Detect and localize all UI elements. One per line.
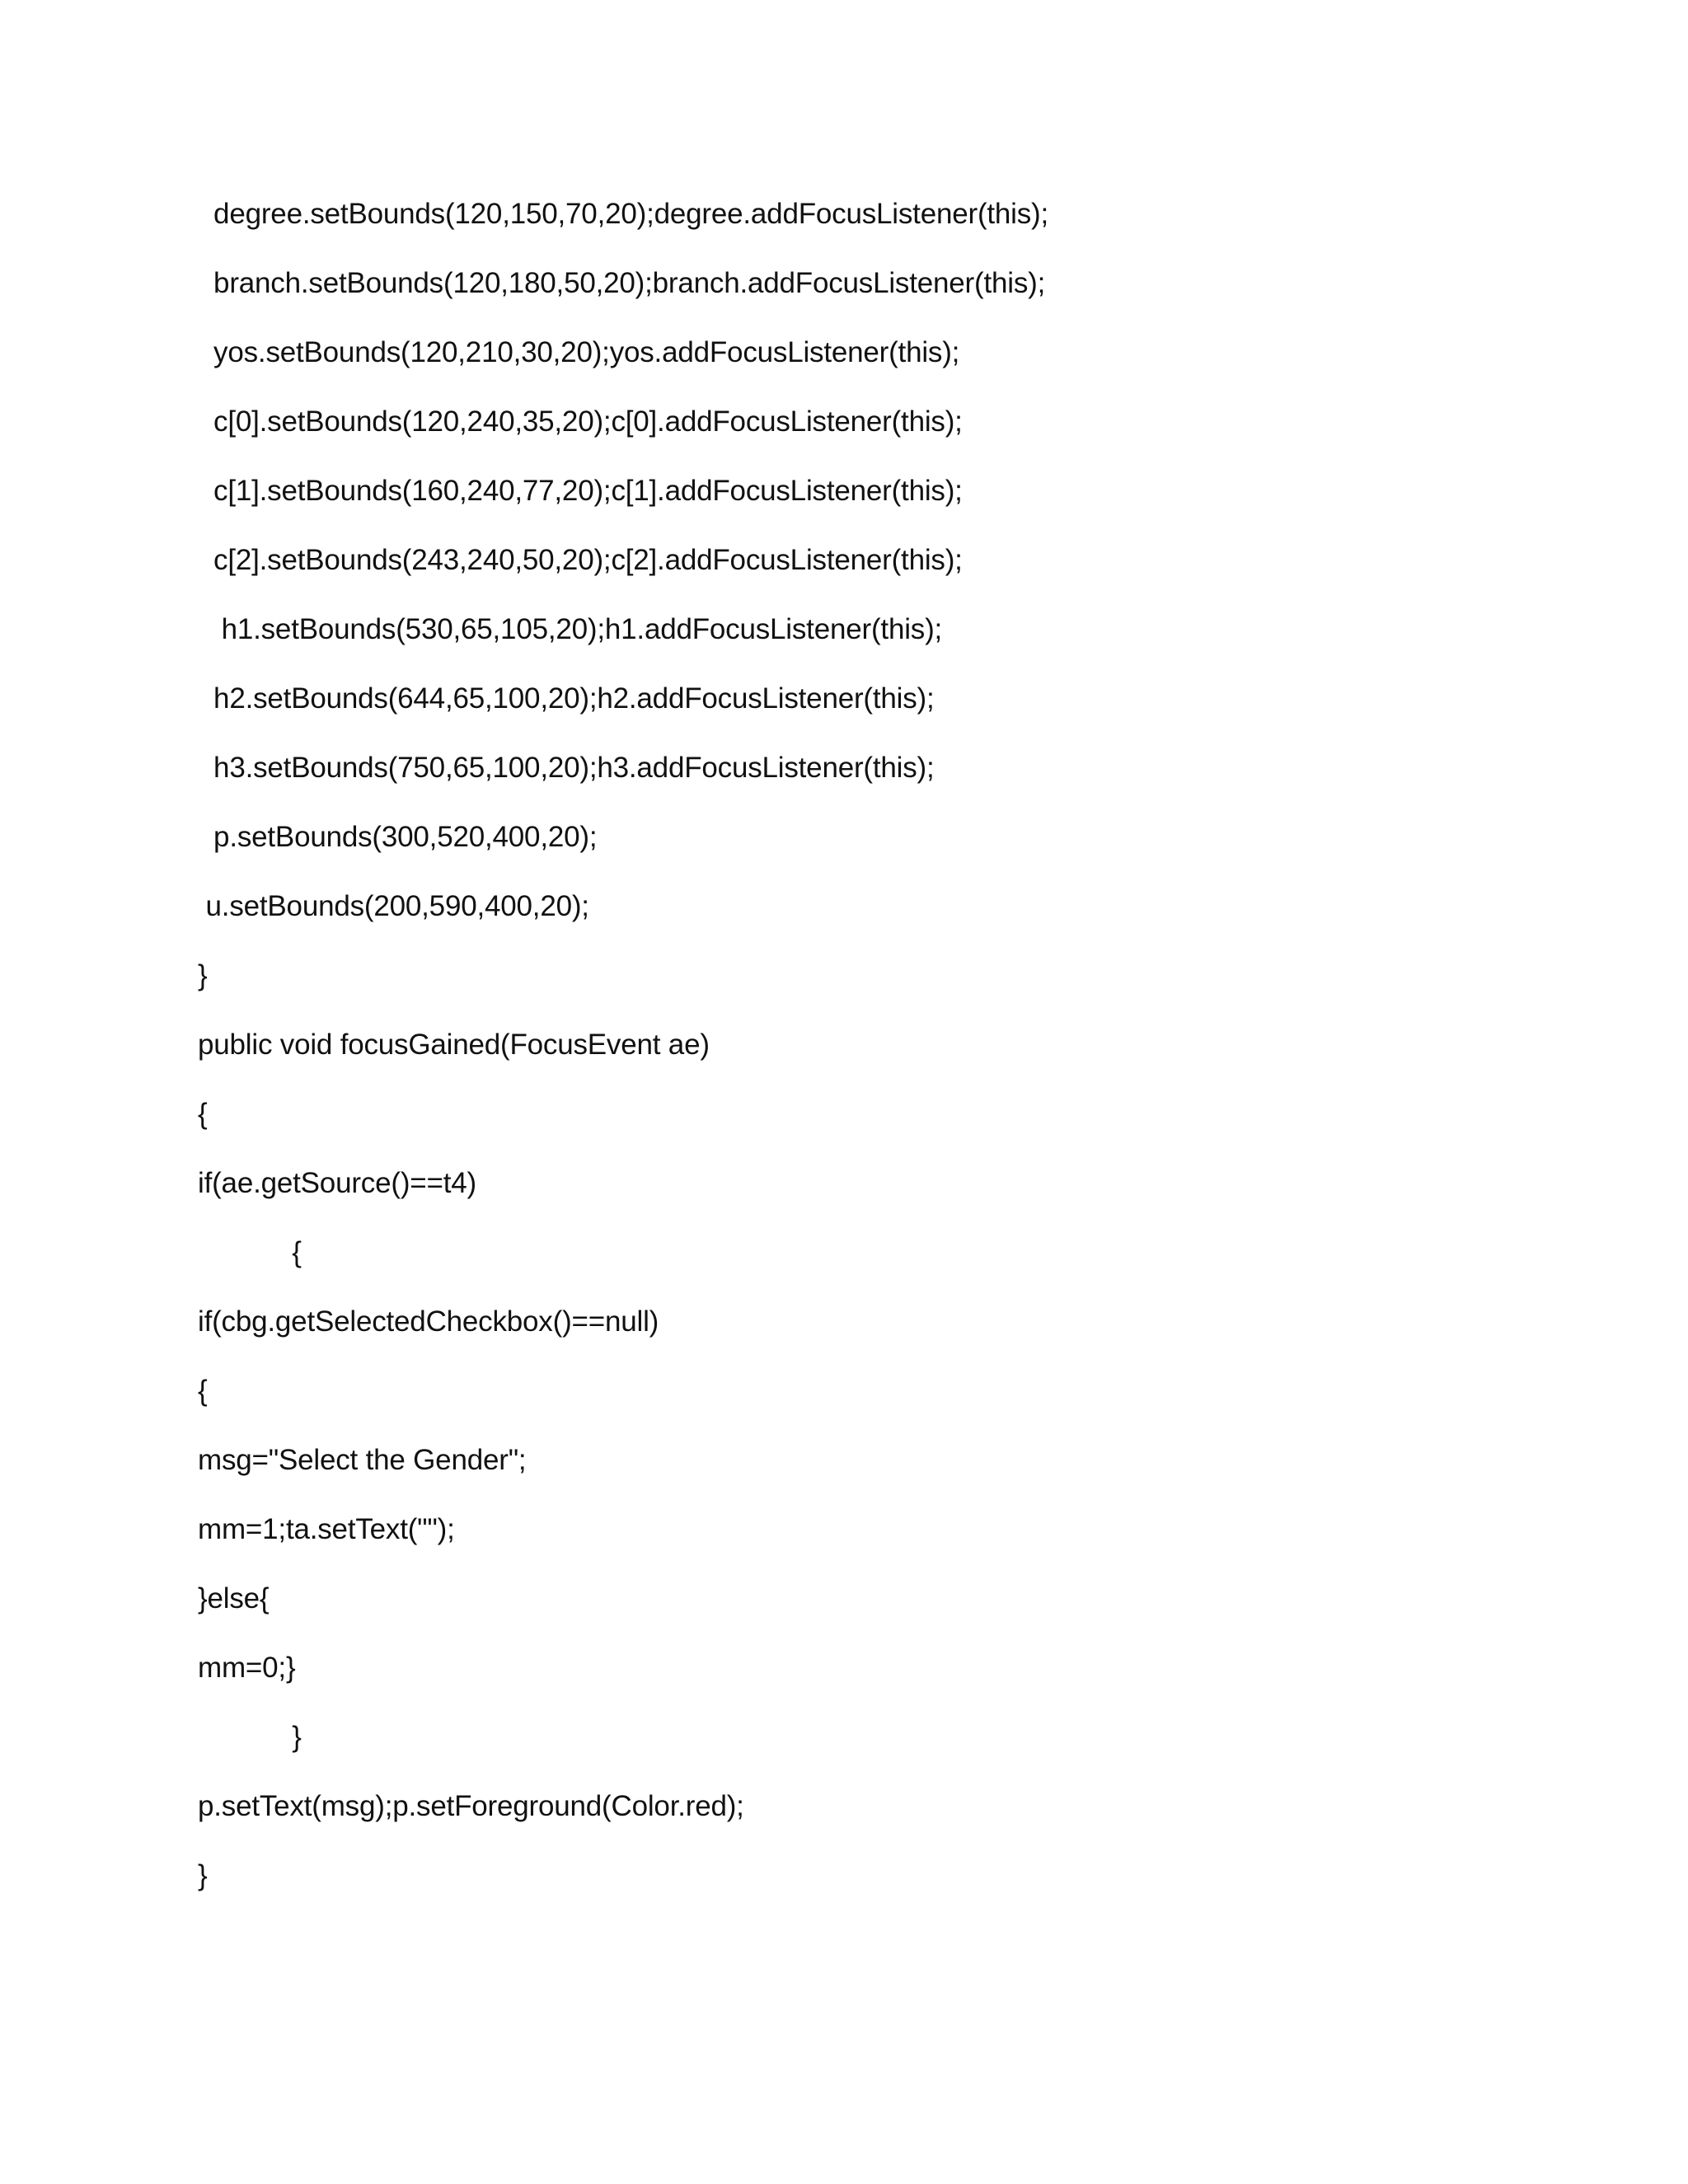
- code-line: h2.setBounds(644,65,100,20);h2.addFocusListener(this);: [198, 682, 935, 715]
- code-line: if(ae.getSource()==t4): [198, 1167, 476, 1199]
- code-line: c[2].setBounds(243,240,50,20);c[2].addFocusListener(this);: [198, 544, 963, 576]
- code-line: c[0].setBounds(120,240,35,20);c[0].addFocusListener(this);: [198, 405, 963, 438]
- code-line: branch.setBounds(120,180,50,20);branch.addFocusListener(this);: [198, 267, 1046, 299]
- code-line: }: [198, 959, 208, 991]
- code-line: }else{: [198, 1582, 270, 1615]
- code-line: c[1].setBounds(160,240,77,20);c[1].addFocusListener(this);: [198, 475, 963, 507]
- code-line: if(cbg.getSelectedCheckbox()==null): [198, 1305, 659, 1338]
- code-line: h1.setBounds(530,65,105,20);h1.addFocusListener(this);: [198, 613, 943, 645]
- code-line: mm=0;}: [198, 1652, 296, 1684]
- code-line: p.setBounds(300,520,400,20);: [198, 821, 598, 853]
- code-line: {: [198, 1375, 208, 1407]
- code-line: mm=1;ta.setText("");: [198, 1513, 455, 1545]
- code-line: msg="Select the Gender";: [198, 1444, 527, 1476]
- code-line: {: [198, 1236, 302, 1268]
- code-line: }: [198, 1859, 208, 1891]
- code-line: degree.setBounds(120,150,70,20);degree.addFocusListener(this);: [198, 198, 1049, 230]
- code-line: h3.setBounds(750,65,100,20);h3.addFocusListener(this);: [198, 752, 935, 784]
- code-line: u.setBounds(200,590,400,20);: [198, 890, 589, 922]
- code-line: public void focusGained(FocusEvent ae): [198, 1029, 710, 1061]
- code-line: p.setText(msg);p.setForeground(Color.red);: [198, 1790, 744, 1822]
- code-line: {: [198, 1098, 208, 1130]
- code-line: }: [198, 1721, 302, 1753]
- code-line: yos.setBounds(120,210,30,20);yos.addFocusListener(this);: [198, 336, 960, 368]
